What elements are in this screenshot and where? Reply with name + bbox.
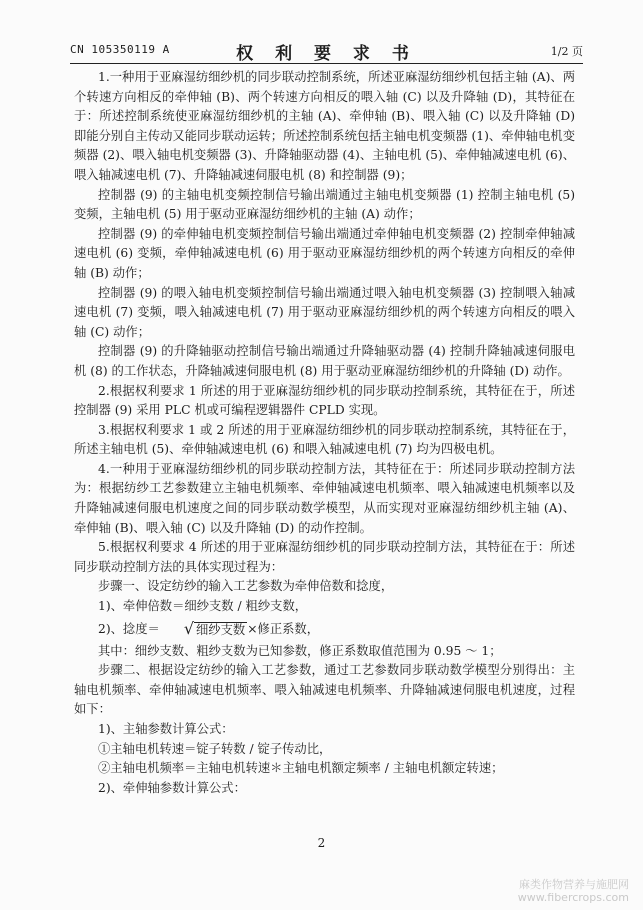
claim-1: 1.一种用于亚麻湿纺细纱机的同步联动控制系统，所述亚麻湿纺细纱机包括主轴 (A)、两个转速方向相反的牵伸轴 (B)、两个转速方向相反的喂入轴 (C) 以及升降轴 (D)，其特征在于：所述控制系统使亚麻湿纺细纱机的主轴 (A)、牵伸轴 (B)、喂入轴 (C) 以及升降轴 (D) 即能分别自主传动又能同步联动运转；所述控制系统包括主轴电机变频器 (1)、牵伸轴电机变频器 (2)、喂入轴电机变频器 (3)、升降轴驱动器 (4)、主轴电机 (5)、牵伸轴减速电机 (6)、喂入轴减速电机 (7)、升降轴减速伺服电机 (8) 和控制器 (9)； (74, 70, 575, 182)
draft-multiple-formula: 1)、牵伸倍数＝细纱支数 / 粗纱支数， (98, 599, 308, 614)
page-number: 2 (317, 836, 326, 850)
spindle-speed-formula: ①主轴电机转速＝锭子转数 / 锭子传动比， (98, 741, 332, 756)
twist-formula (74, 617, 575, 642)
claim-2: 2.根据权利要求 1 所述的用于亚麻湿纺细纱机的同步联动控制系统，其特征在于，所述控制器 (9) 采用 PLC 机或可编程逻辑器件 CPLD 实现。 (74, 383, 575, 418)
claim-1-clause-3: 控制器 (9) 的喂入轴电机变频控制信号输出端通过喂入轴电机变频器 (3) 控制喂入轴减速电机 (7) 变频，喂入轴减速电机 (7) 用于驱动亚麻湿纺细纱机的两个转速方向相反的喂入轴 (C) 动作； (74, 285, 575, 339)
header-rule (70, 63, 583, 64)
page-indicator: 1/2 页 (550, 45, 583, 58)
spindle-frequency-formula: ②主轴电机频率＝主轴电机转速＊主轴电机额定频率 / 主轴电机额定转速； (98, 761, 504, 776)
page-title: 权 利 要 求 书 (236, 44, 417, 64)
watermark (518, 878, 629, 904)
twist-formula-prefix: 2)、捻度＝ (98, 621, 160, 636)
claim-4: 4.一种用于亚麻湿纺细纱机的同步联动控制方法，其特征在于：所述同步联动控制方法为：根据纺纱工艺参数建立主轴电机频率、牵伸轴减速电机频率、喂入轴减速电机频率以及升降轴减速伺服电机速度之间的同步联动数学模型，从而实现对亚麻湿纺细纱机主轴 (A)、牵伸轴 (B)、喂入轴 (C) 以及升降轴 (D) 的动作控制。 (74, 461, 575, 535)
claim-1-clause-1: 控制器 (9) 的主轴电机变频控制信号输出端通过主轴电机变频器 (1) 控制主轴电机 (5) 变频，主轴电机 (5) 用于驱动亚麻湿纺细纱机的主轴 (A) 动作； (74, 187, 575, 222)
document-header (70, 40, 583, 62)
sqrt-symbol: √ (183, 618, 195, 638)
claim-3: 3.根据权利要求 1 或 2 所述的用于亚麻湿纺细纱机的同步联动控制系统，其特征在于，所述主轴电机 (5)、牵伸轴减速电机 (6) 和喂入轴减速电机 (7) 均为四极电机。 (74, 422, 575, 457)
parameter-note: 其中：细纱支数、粗纱支数为已知参数，修正系数取值范围为 0.95 ～ 1； (98, 643, 502, 658)
claim-1-clause-2: 控制器 (9) 的牵伸轴电机变频控制信号输出端通过牵伸轴电机变频器 (2) 控制牵伸轴减速电机 (6) 变频，牵伸轴减速电机 (6) 用于驱动亚麻湿纺细纱机的两个转速方向相反的牵伸轴 (B) 动作； (74, 226, 575, 280)
spindle-params-heading: 1)、主轴参数计算公式： (98, 722, 234, 736)
claim-5: 5.根据权利要求 4 所述的用于亚麻湿纺细纱机的同步联动控制方法，其特征在于：所述同步联动控制方法的具体实现过程为： (74, 540, 575, 574)
watermark-line-1: 麻类作物营养与施肥网 (519, 878, 629, 891)
step-two: 步骤二、根据设定纺纱的输入工艺参数，通过工艺参数同步联动数学模型分别得出：主轴电机频率、牵伸轴减速电机频率、喂入轴减速电机频率、升降轴减速伺服电机速度，过程如下： (74, 663, 575, 717)
claim-1-clause-4: 控制器 (9) 的升降轴驱动控制信号输出端通过升降轴驱动器 (4) 控制升降轴减速伺服电机 (8) 的工作状态，升降轴减速伺服电机 (8) 用于驱动亚麻湿纺细纱机的升降轴 (D) 动作。 (74, 344, 575, 378)
sqrt-expression (160, 617, 247, 642)
step-one: 步骤一、设定纺纱的输入工艺参数为牵伸倍数和捻度， (98, 579, 394, 594)
claims-body (74, 68, 575, 798)
draft-shaft-params-heading: 2)、牵伸轴参数计算公式： (98, 780, 246, 795)
patent-number: CN 105350119 A (70, 43, 170, 56)
radicand: 细纱支数 (196, 622, 246, 637)
watermark-line-2: www.fibercrops.com (517, 891, 629, 904)
twist-formula-suffix: ×修正系数， (247, 621, 320, 636)
